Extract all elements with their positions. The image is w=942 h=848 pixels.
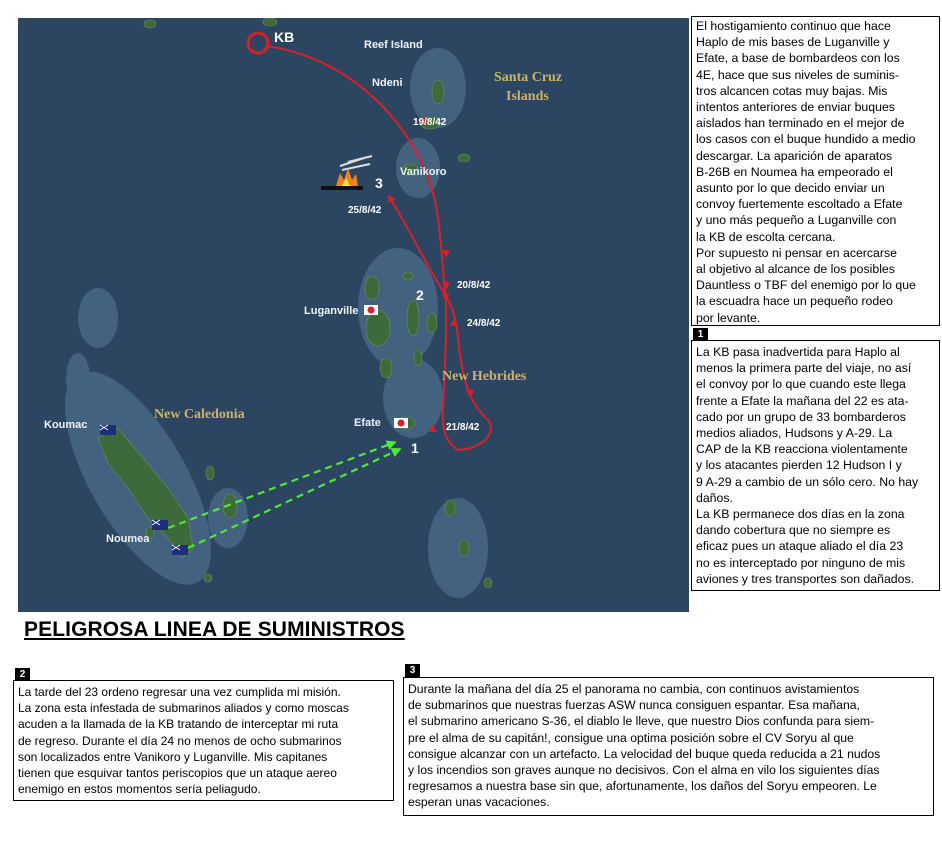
intro-text: El hostigamiento continuo que hace Haplo de mis bases de Luganville y Efate, a base de bombardeos con los 4E, hace que sus niveles de suminis- tros alcancen cotas muy bajas. Mis intentos anteriores de enviar buques aislados han terminado en el mejor de los casos con el buque hundido a medio descargar. La aparición de aparatos B-26B en Noumea ha empeorado el asunto por lo que decido enviar un convoy fuertemente escoltado a Efate y uno más pequeño a Luganville con la KB de escolta cercana. Por supuesto ni pensar en acercarse al objetivo al alcance de los posibles Dauntless o TBF del enemigo por lo que la escuadra hace un pequeño rodeo por levante.: [696, 19, 916, 325]
allied-flag: [100, 425, 116, 435]
campaign-map: [18, 18, 689, 612]
allied-flag: [152, 520, 168, 530]
box-3: [403, 677, 934, 816]
date-label: 24/8/42: [467, 318, 501, 329]
place-luganville: Luganville: [304, 305, 359, 317]
region-new-caledonia: New Caledonia: [154, 407, 245, 422]
box-3-text: Durante la mañana del día 25 el panorama no cambia, con continuos avistamientos de submarinos que nuestras fuerzas ASW nunca consiguen espantar. Esa mañana, el submarino americano S-36, el diablo le lleve, que nuestro Dios confunda para siem- pre el alma de su capitán!, consigue una optima posición sobre el CV Soryu al que consigue alcanzar con un artefacto. La velocidad del buque queda reducida a 21 nudos y los incendios son graves aunque no decisivos. Con el alma en vilo los siguientes días regresamos a nuestra base sin que, afortunamente, los daños del Soryu empeoren. Le esperan unas vacaciones.: [408, 682, 881, 810]
place-efate: Efate: [354, 417, 381, 429]
date-label: 19/8/42: [413, 117, 447, 128]
box-2-text: La tarde del 23 ordeno regresar una vez cumplida mi misión. La zona esta infestada de submarinos aliados y como moscas acuden a la llamada de la KB tratando de interceptar mi ruta de regreso. Durante el día 24 no menos de ocho submarinos son localizados entre Vanikoro y Luganville. Mis capitanes tienen que esquivar tantos periscopios que un ataque aereo enemigo en estos momentos sería peliagudo.: [18, 685, 349, 797]
region-new-hebrides: New Hebrides: [442, 369, 527, 384]
intro-box: [691, 16, 940, 326]
page-title: PELIGROSA LINEA DE SUMINISTROS: [24, 618, 405, 641]
box-1-text: La KB pasa inadvertida para Haplo al menos la primera parte del viaje, no así el convoy por lo que cuando este llega frente a Efate la mañana del 22 es ata- cado por un grupo de 33 bombarderos medios aliados, Hudsons y A-29. La CAP de la KB reacciona violentamente y los atacantes pierden 12 Hudson I y 9 A-29 a cambio de un sólo cero. No hay daños. La KB permanece dos días en la zona dando cobertura que no siempre es eficaz pues un ataque aliado el día 23 no es interceptado por ninguno de mis aviones y tres transportes son dañados.: [696, 345, 919, 586]
box-2-tag: 2: [15, 668, 30, 681]
place-noumea: Noumea: [106, 533, 150, 545]
marker-1: 1: [411, 440, 419, 456]
date-label: 20/8/42: [457, 280, 491, 291]
place-reef-island: Reef Island: [364, 39, 423, 51]
region-santa-cruz: Santa Cruz: [494, 70, 563, 85]
date-label: 21/8/42: [446, 422, 480, 433]
allied-flag: [172, 545, 188, 555]
place-koumac: Koumac: [44, 419, 88, 431]
place-vanikoro: Vanikoro: [400, 166, 447, 178]
box-3-tag: 3: [405, 664, 420, 677]
kb-label: KB: [274, 29, 295, 45]
date-label: 25/8/42: [348, 205, 382, 216]
japanese-flag: [394, 418, 408, 428]
box-1-tag: 1: [693, 328, 708, 341]
region-santa-cruz-islands: Islands: [506, 89, 549, 104]
marker-2: 2: [416, 287, 424, 303]
box-1: [691, 340, 940, 591]
box-2: [13, 680, 394, 801]
japanese-flag: [364, 305, 378, 315]
place-ndeni: Ndeni: [372, 77, 403, 89]
marker-3: 3: [375, 175, 383, 191]
